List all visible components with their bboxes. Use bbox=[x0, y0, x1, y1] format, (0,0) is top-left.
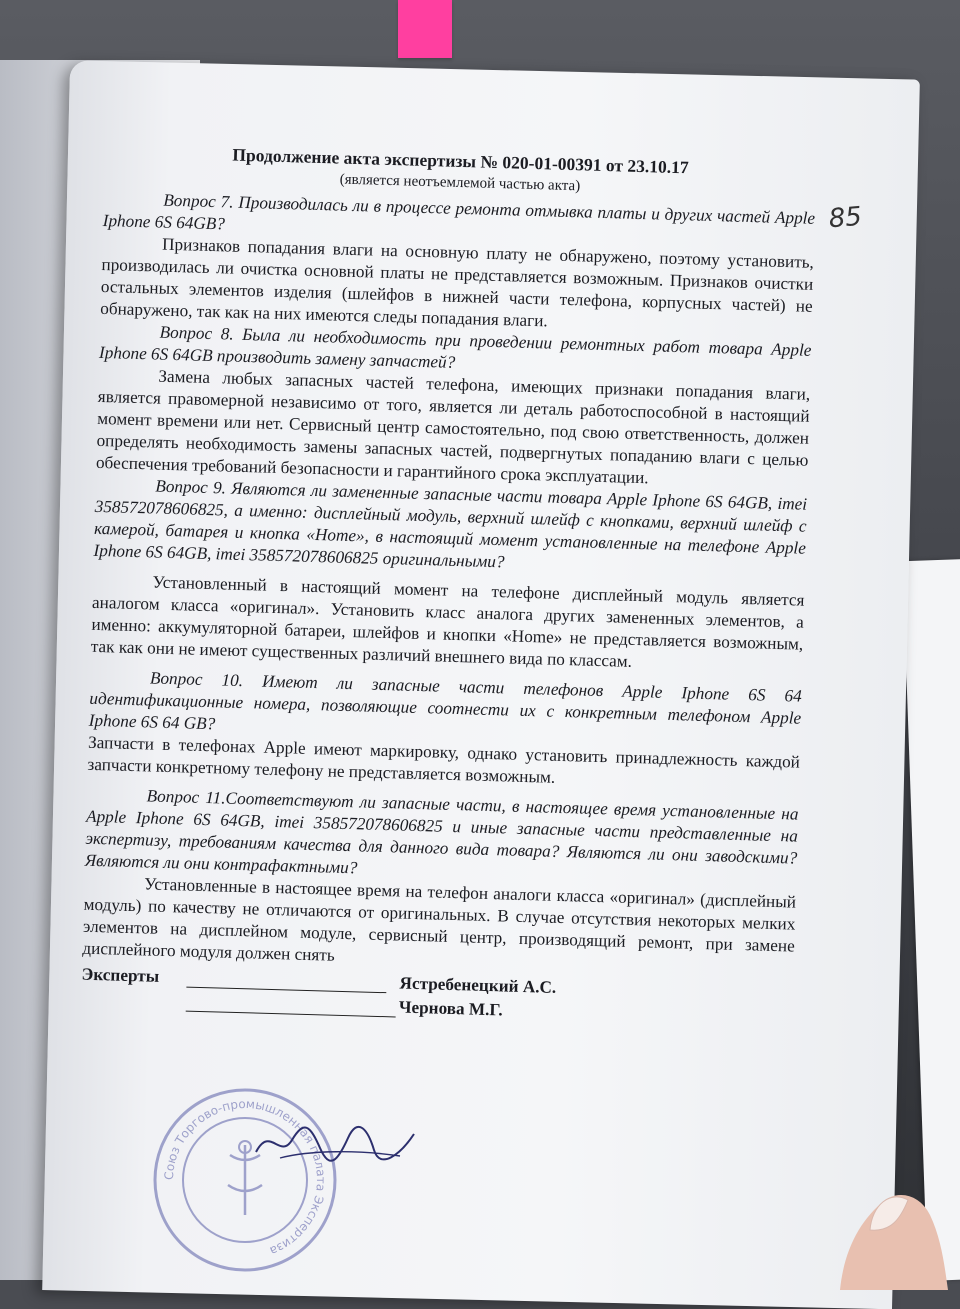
round-stamp-icon bbox=[150, 1085, 340, 1275]
question-11: Вопрос 11.Соответствуют ли запасные части, в настоящее время установленные на Apple Iphone 6S 64GB, imei 358572078606825 и иные запасные части представленные на экспертизу, требованиям качества для данного вида товара? Являются ли они заводскими? Являются ли они контрафактными? bbox=[84, 786, 799, 878]
signature-line-1 bbox=[186, 987, 386, 994]
answer-10: Запчасти в телефонах Apple имеют маркировку, однако установить принадлежность каждой запчасти конкретному телефону не представляется возможным. bbox=[87, 732, 801, 787]
answer-8: Замена любых запасных частей телефона, имеющих признаки попадания влаги, является правомерной независимо от того, является ли деталь работоспособной в настоящий момент времени или нет. Сервисный центр самостоятельно, под свою ответственность, должен определять необходимость замены запасных частей, подвергнутых попаданию влаги с целью обеспечения требований безопасности и гарантийного срока эксплуатации. bbox=[95, 366, 811, 488]
signature-icon bbox=[250, 1120, 420, 1165]
question-8: Вопрос 8. Была ли необходимость при проведении ремонтных работ товара Apple Iphone 6S 64GB производить замену запчастей? bbox=[98, 322, 812, 372]
question-7: Вопрос 7. Производилась ли в процессе ремонта отмывка платы и других частей Apple Iphone 6S 64GB? bbox=[102, 190, 816, 234]
page-number: 85 bbox=[827, 201, 863, 235]
hand-fingernail-icon bbox=[830, 1160, 960, 1290]
sticky-note bbox=[398, 0, 452, 58]
svg-text:Союз Торгово-промышленная пала: Союз Торгово-промышленная палата Экспертиза bbox=[161, 1096, 329, 1259]
expert-name-2: Чернова М.Г. bbox=[398, 997, 503, 1020]
answer-11: Установленные в настоящее время на телефон аналоги класса «оригинал» (дисплейный модуль) по качеству не отличаются от оригинальных. В случае отсутствия некоторых мелких элементов на дисплейном модуле, сервисный центр, производящий ремонт, при замене дисплейного модуля должен снять bbox=[82, 874, 797, 965]
experts-label: Эксперты bbox=[81, 964, 160, 986]
answer-7: Признаков попадания влаги на основную плату не обнаружено, поэтому установить, производилась ли очистка основной платы не представляется возможным. Признаков очистки остальных элементов изделия (шлейфов в нижней части телефона, корпусных частей) не обнаружено, так как на них имеются следы попадания влаги. bbox=[100, 234, 815, 331]
answer-9: Установленный в настоящий момент на телефоне дисплейный модуль является аналогом класса «оригинал». Установить класс аналога других замененных элементов, а именно: аккумуляторной батареи, шлейфов и кнопки «Home» не представляется возможным, так как они не имеют существенных различий внешнего вида по классам. bbox=[90, 572, 805, 671]
expert-name-1: Ястребенецкий А.С. bbox=[399, 973, 557, 997]
document-title: Продолжение акта экспертизы № 020-01-00391 от 23.10.17 bbox=[232, 144, 689, 178]
document-content bbox=[81, 140, 817, 1032]
document-subtitle: (является неотъемлемой частью акта) bbox=[339, 171, 581, 195]
question-10: Вопрос 10. Имеют ли запасные части телефонов Apple Iphone 6S 64 идентификационные номера, позволяющие соотнести их с конкретным телефоном Apple Iphone 6S 64 GB? bbox=[88, 668, 803, 734]
question-9: Вопрос 9. Являются ли замененные запасные части товара Apple Iphone 6S 64GB, imei 358572078606825, а именно: дисплейный модуль, верхний шлейф с кнопками, верхний шлейф с камерой, батарея и кнопка «Home», в настоящий момент установленные на телефоне Apple Iphone 6S 64GB, imei 358572078606825 оригинальными? bbox=[93, 476, 808, 572]
